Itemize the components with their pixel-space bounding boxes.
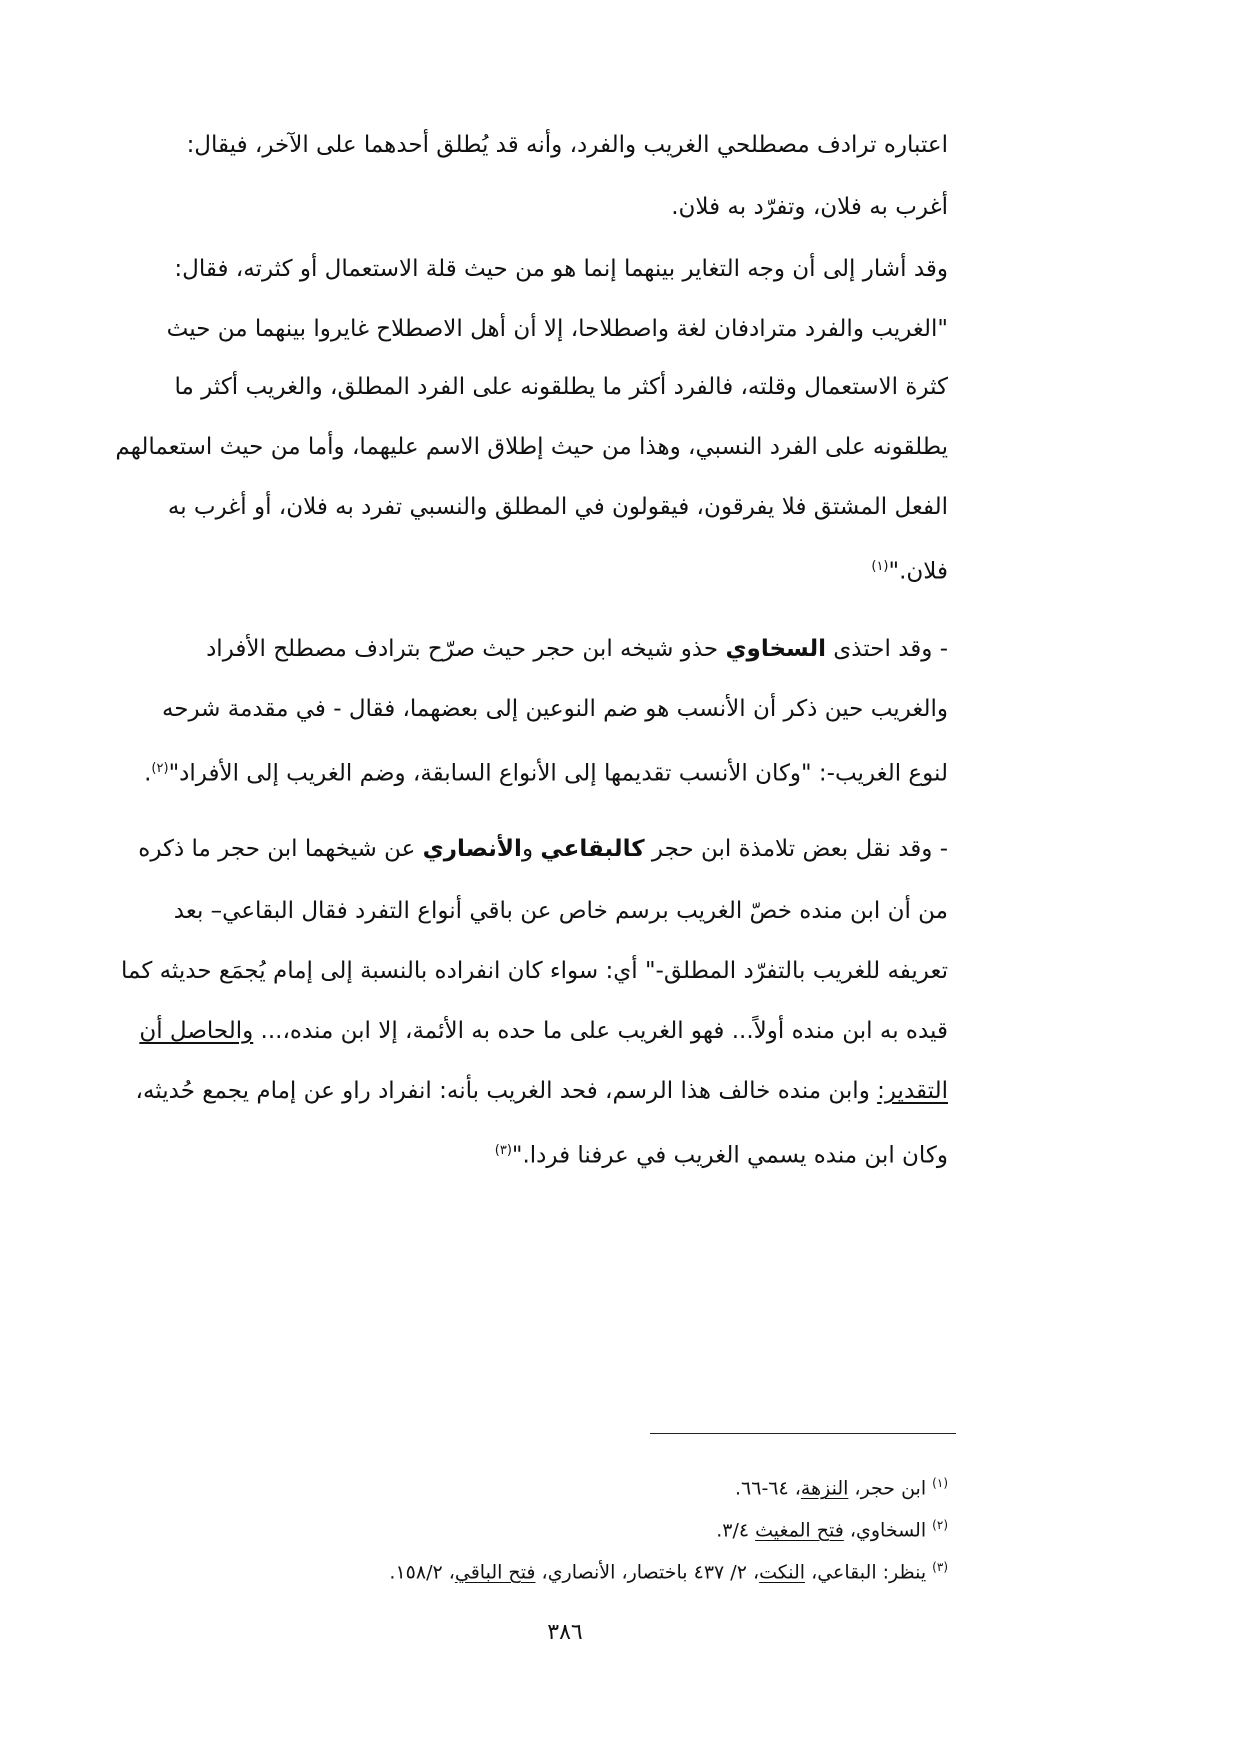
footnote-text: ، ٢/ ٤٣٧ باختصار، الأنصاري، — [535, 1561, 760, 1584]
book-title: فتح الباقي — [454, 1561, 536, 1584]
page-number: ٣٨٦ — [547, 1620, 583, 1645]
footnote-text: ٣/٤. — [716, 1519, 756, 1542]
line-text: من أن ابن منده خصّ الغريب برسم خاص عن باقي أنواع التفرد فقال البقاعي– بعد — [173, 898, 948, 924]
line-text: والغريب حين ذكر أن الأنسب هو ضم النوعين إلى بعضهما، فقال - في مقدمة شرحه — [161, 696, 948, 722]
footnote-number: (٣) — [932, 1560, 948, 1574]
line-text: . — [144, 760, 152, 787]
footnote-ref: (١) — [871, 559, 889, 574]
footnote-text: ابن حجر، — [848, 1477, 933, 1500]
underlined-text: التقدير: — [877, 1078, 948, 1104]
body-line — [186, 130, 948, 160]
body-line — [206, 634, 948, 664]
body-line — [284, 1136, 948, 1169]
line-text: فلان." — [888, 558, 948, 585]
footnote-text: ، ٦٤-٦٦. — [734, 1477, 801, 1500]
footnote-text: ، ١٥٨/٢. — [389, 1561, 455, 1584]
book-title: النكت — [759, 1561, 806, 1584]
body-line — [121, 956, 948, 986]
line-text: تعريفه للغريب بالتفرّد المطلق-" أي: سواء كان انفراده بالنسبة إلى إمام يُجمَع حديثه كما — [121, 958, 948, 984]
line-text: كثرة الاستعمال وقلته، فالفرد أكثر ما يطلقونه على الفرد المطلق، والغريب أكثر ما — [174, 374, 948, 400]
footnote-number: (١) — [932, 1476, 948, 1490]
footnote — [248, 1512, 948, 1542]
line-text: عن شيخهما ابن حجر ما ذكره — [138, 836, 423, 862]
footnote-ref: (٢) — [151, 761, 169, 776]
body-line — [138, 834, 948, 864]
line-text: - وقد احتذى — [825, 636, 948, 662]
line-text: اعتباره ترادف مصطلحي الغريب والفرد، وأنه قد يُطلق أحدهما على الآخر، فيقال: — [186, 132, 948, 158]
book-title: فتح المغيث — [755, 1519, 844, 1542]
body-line — [174, 372, 948, 402]
line-text: يطلقونه على الفرد النسبي، وهذا من حيث إطلاق الاسم عليهما، وأما من حيث استعمالهم — [115, 434, 948, 460]
line-text: حذو شيخه ابن حجر حيث صرّح بترادف مصطلح الأفراد — [206, 636, 726, 662]
body-line — [161, 694, 948, 724]
line-text: و — [521, 836, 541, 862]
underlined-text: والحاصل أن — [139, 1018, 254, 1044]
body-line — [166, 314, 948, 344]
body-line — [135, 1076, 948, 1106]
footnote-text: السخاوي، — [843, 1519, 933, 1542]
footnote-text: ينظر: البقاعي، — [805, 1561, 933, 1584]
body-line — [167, 492, 948, 522]
body-line — [139, 1016, 948, 1046]
body-line — [284, 552, 948, 585]
book-title: النزهة — [800, 1477, 849, 1500]
line-text: وقد أشار إلى أن وجه التغاير بينهما إنما هو من حيث قلة الاستعمال أو كثرته، فقال: — [174, 256, 948, 282]
bold-name-biqai: كالبقاعي — [540, 836, 645, 862]
line-text: "الغريب والفرد مترادفان لغة واصطلاحا، إلا أن أهل الاصطلاح غايروا بينهما من حيث — [166, 316, 948, 342]
bold-name-sakhawi: السخاوي — [725, 636, 826, 662]
line-text: قيده به ابن منده أولاً... فهو الغريب على ما حده به الأئمة، إلا ابن منده،... — [253, 1018, 948, 1044]
line-text: الفعل المشتق فلا يفرقون، فيقولون في المطلق والنسبي تفرد به فلان، أو أغرب به — [167, 494, 948, 520]
body-line — [174, 254, 948, 284]
body-line — [284, 192, 948, 222]
footnote-separator — [650, 1433, 956, 1434]
footnote-ref: (٣) — [494, 1143, 512, 1158]
body-line — [173, 896, 948, 926]
line-text: أغرب به فلان، وتفرّد به فلان. — [671, 194, 948, 220]
footnote-number: (٢) — [932, 1518, 948, 1532]
footnote — [248, 1470, 948, 1500]
body-line — [144, 754, 948, 787]
line-text: - وقد نقل بعض تلامذة ابن حجر — [644, 836, 948, 862]
line-text: وابن منده خالف هذا الرسم، فحد الغريب بأنه: انفراد راو عن إمام يجمع حُديثه، — [135, 1078, 878, 1104]
line-text: وكان ابن منده يسمي الغريب في عرفنا فردا." — [511, 1142, 948, 1169]
line-text: لنوع الغريب-: "وكان الأنسب تقديمها إلى الأنواع السابقة، وضم الغريب إلى الأفراد" — [168, 760, 948, 787]
body-line — [115, 432, 948, 462]
bold-name-ansari: الأنصاري — [422, 836, 522, 862]
footnote — [248, 1554, 948, 1584]
